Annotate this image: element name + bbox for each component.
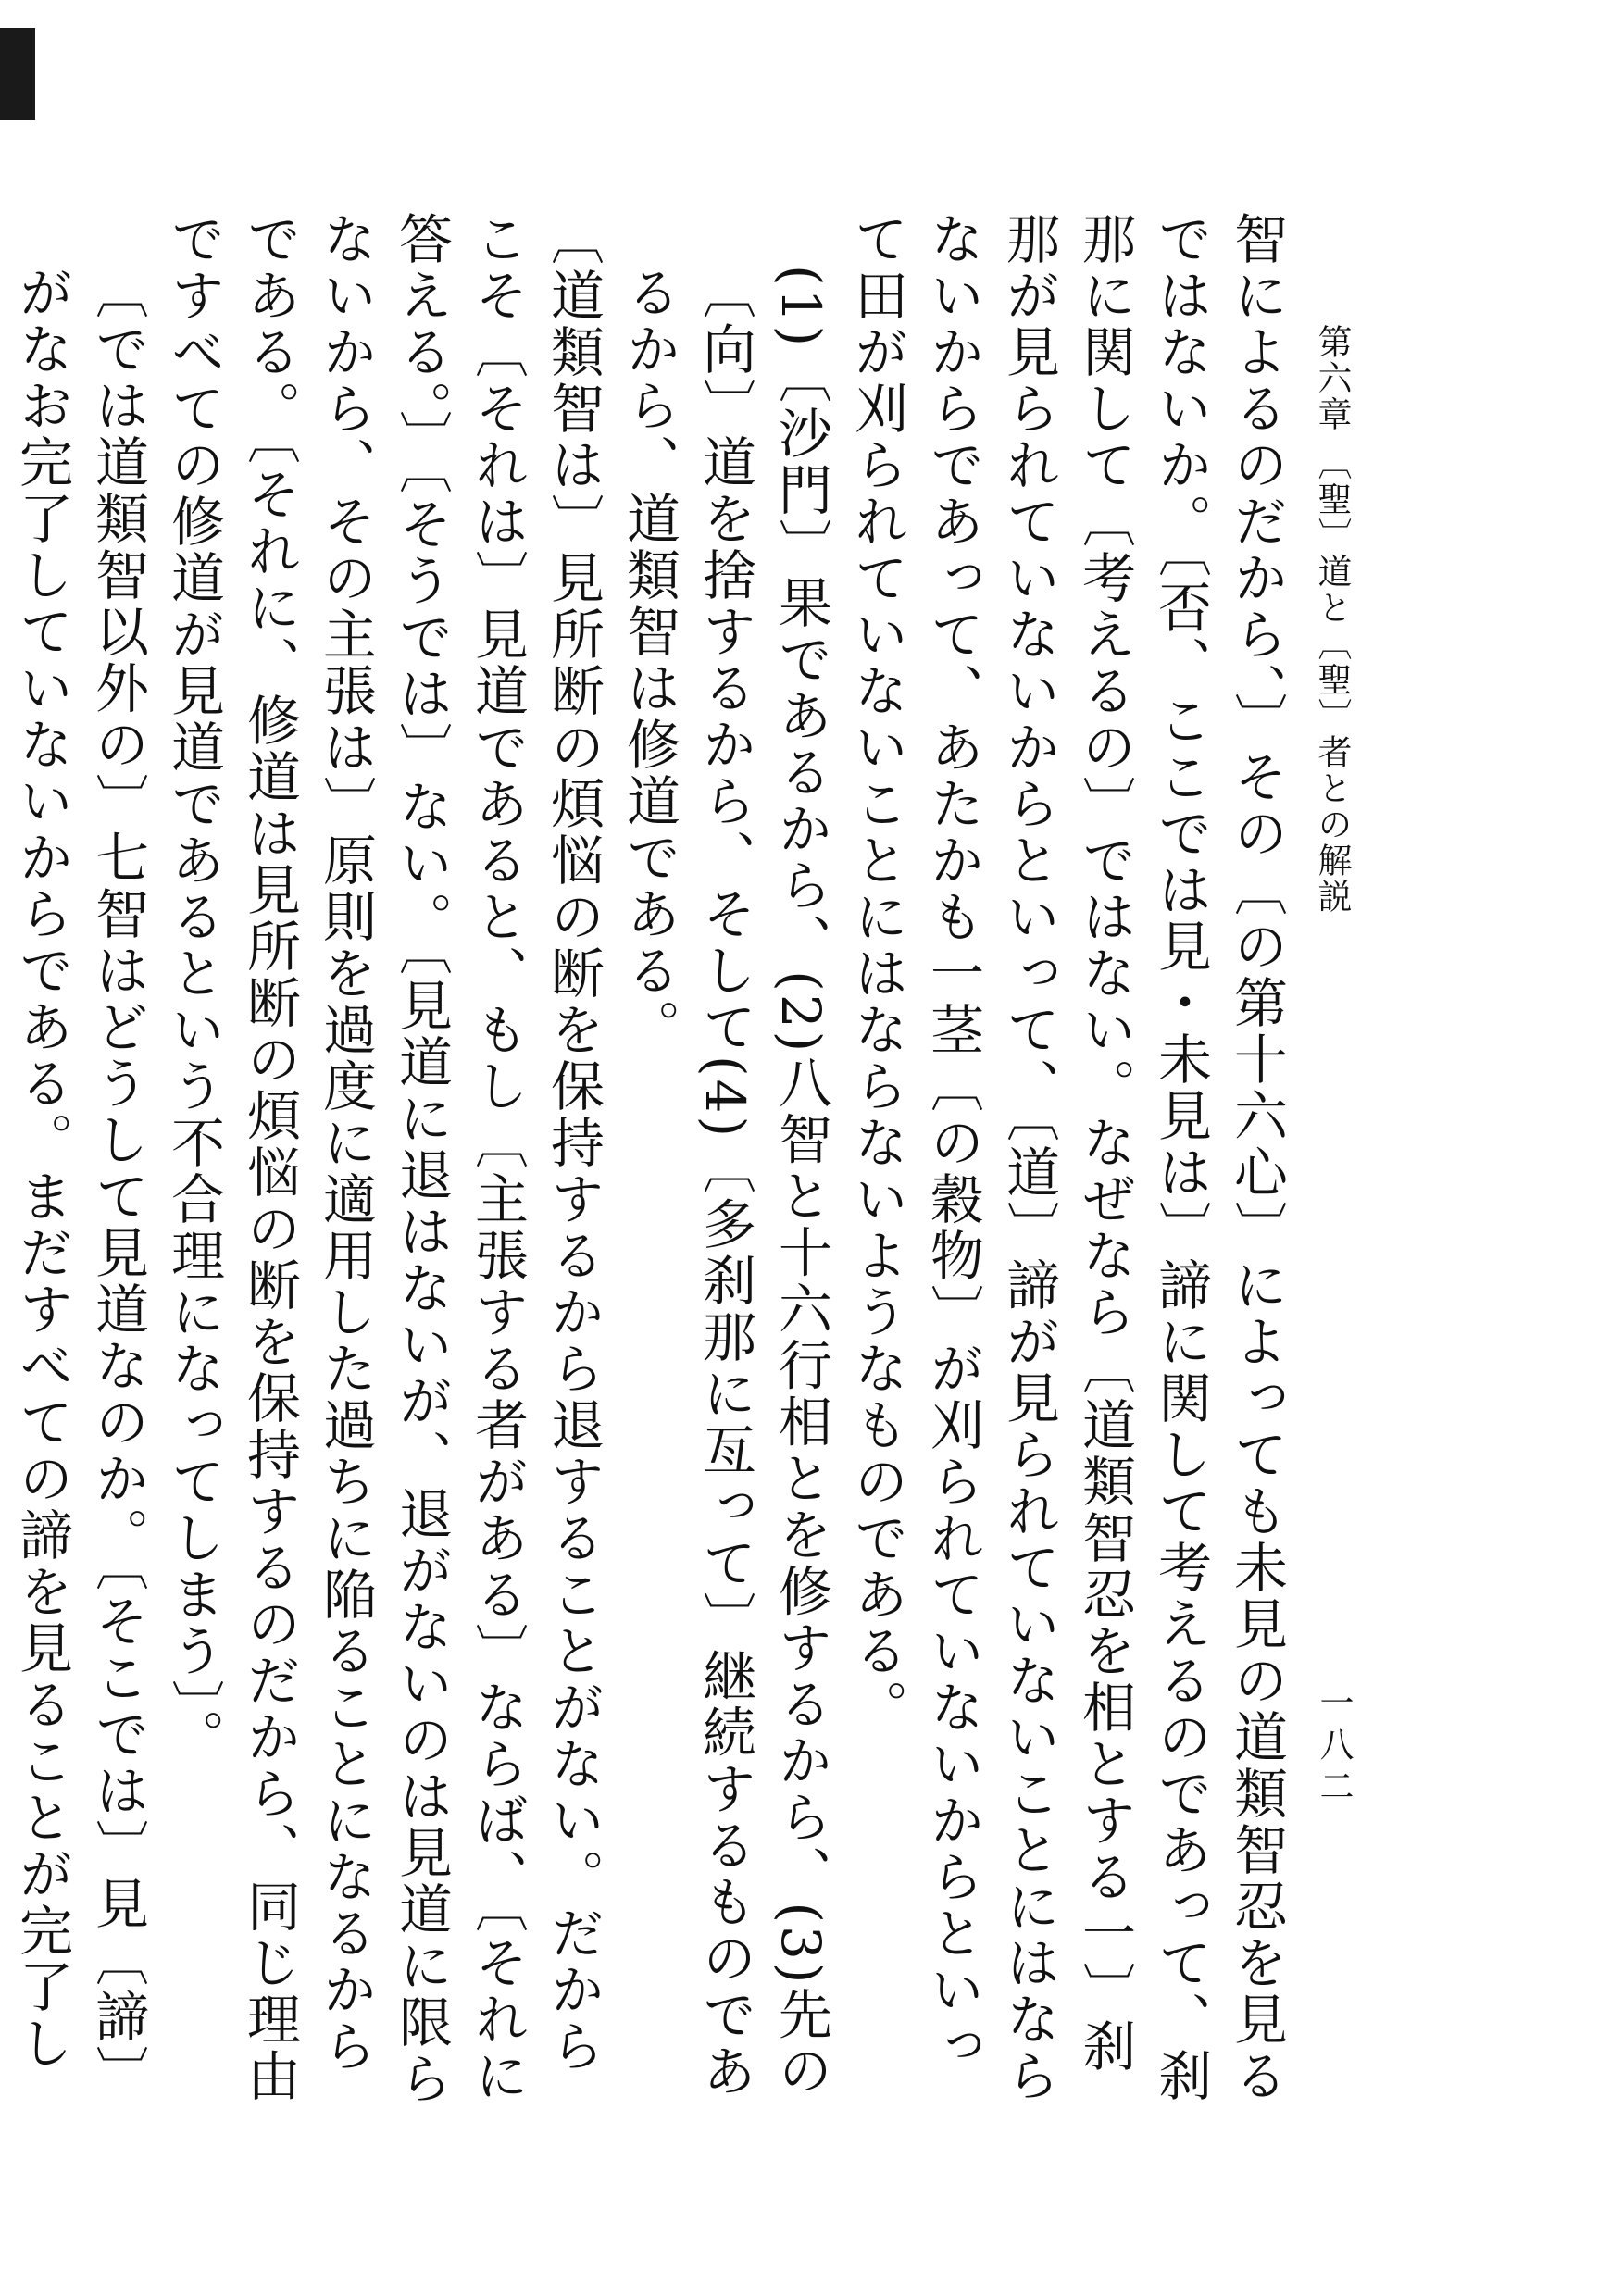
- body-text: [10, 211, 1294, 2128]
- running-header: 第六章 〔聖〕道と〔聖〕者との解説: [1312, 324, 1352, 915]
- page-number: 一八二: [1314, 1685, 1354, 1810]
- paragraph-4: 〔では道類智以外の〕七智はどうして見道なのか。〔そこでは〕見〔諦〕がなお完了していないからである。まだすべての諦を見ることが完了し: [10, 265, 149, 2102]
- scan-edge-mark: [0, 28, 35, 120]
- paragraph-2: (1)〔沙門〕果であるから、(2)八智と十六行相とを修するから、(3)先の〔向〕道を捨するから、そして(4)〔多刹那に亙って〕継続するものであるから、道類智は修道である。: [618, 265, 832, 2101]
- scan-edge-mark-small: [0, 46, 20, 63]
- paragraph-1: 智によるのだから、〕その〔の第十六心〕によっても未見の道類智忍を見るではないか。〔否、ここでは見・未見は〕諦に関して考えるのであって、刹那に関して〔考えるの〕ではない。なぜなら〔道類智忍を相とする一〕刹那が見られていないからといって、〔道〕諦が見られていないことにはならないからであって、あたかも一茎〔の穀物〕が刈られていないからといって田が刈られていないことにはならないようなものである。: [845, 211, 1288, 2104]
- paragraph-3: 〔道類智は〕見所断の煩悩の断を保持するから退することがない。だからこそ〔それは〕見道であると、もし〔主張する者がある〕ならば、〔それに答える。〕〔そうでは〕ない。〔見道に退はないが、退がないのは見道に限らないから、その主張は〕原則を過度に適用した過ちに陥ることになるからである。〔それに、修道は見所断の煩悩の断を保持するのだから、同じ理由ですべての修道が見道であるという不合理になってしまう〕。: [162, 211, 605, 2107]
